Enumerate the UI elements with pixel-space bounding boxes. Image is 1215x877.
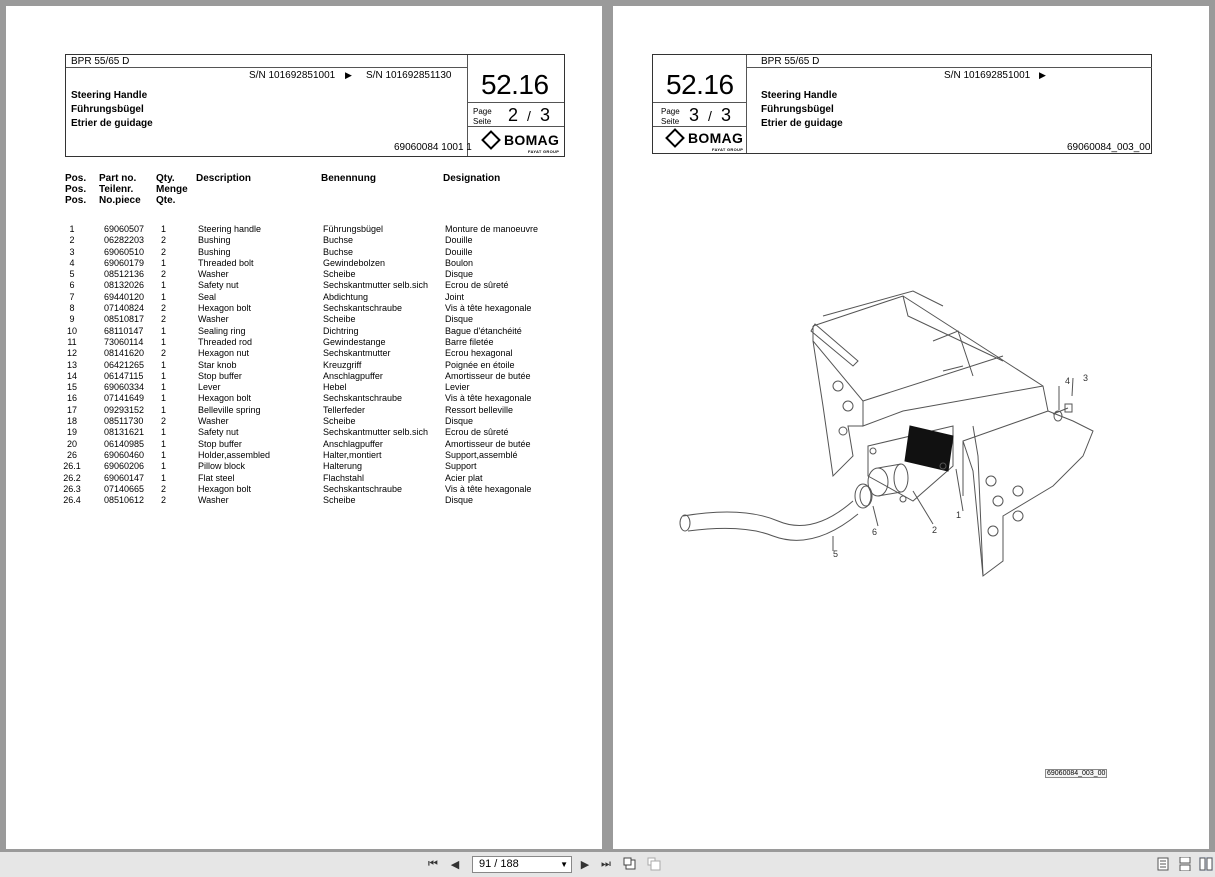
part-designation: Acier plat — [445, 472, 483, 483]
page-label: Page Seite — [661, 107, 680, 126]
part-number: 69060334 — [104, 382, 145, 393]
part-designation: Joint — [445, 291, 465, 302]
title-de: Führungsbügel — [71, 104, 144, 115]
part-number: 06282203 — [104, 235, 145, 246]
part-benennung: Gewindestange — [323, 336, 386, 347]
viewer-toolbar — [0, 852, 1215, 877]
sn-from: S/N 101692851001 — [249, 70, 336, 81]
part-benennung: Buchse — [323, 246, 354, 257]
part-designation: Barre filetée — [445, 336, 494, 347]
part-designation: Monture de manoeuvre — [445, 224, 539, 234]
part-qty: 2 — [161, 314, 167, 325]
bomag-logo: BOMAG FAYAT GROUP — [484, 133, 559, 147]
part-description: Stop buffer — [198, 438, 242, 449]
part-qty: 1 — [161, 257, 167, 268]
doc-code: 69060084_003_00 — [1067, 142, 1151, 153]
doc-code: 69060084 1001 1 — [394, 142, 472, 153]
part-benennung: Anschlagpuffer — [323, 370, 383, 381]
part-qty: 1 — [161, 382, 167, 393]
part-pos: 4 — [69, 257, 75, 268]
part-description: Hexagon bolt — [198, 393, 252, 404]
part-description: Bushing — [198, 246, 231, 257]
exploded-parts-diagram — [673, 286, 1113, 586]
model-label: BPR 55/65 D — [761, 56, 820, 67]
part-pos: 8 — [69, 303, 75, 314]
part-description: Flat steel — [198, 472, 235, 483]
part-pos: 26.3 — [63, 483, 81, 494]
part-number: 06140985 — [104, 438, 145, 449]
page-number: 2 / 3 — [508, 105, 550, 125]
part-pos: 15 — [66, 382, 77, 393]
part-designation: Vis à tête hexagonale — [445, 393, 532, 404]
part-qty: 1 — [161, 325, 167, 336]
part-designation: Bague d'étanchéité — [445, 325, 522, 336]
part-pos: 12 — [66, 348, 77, 359]
part-designation: Disque — [445, 495, 474, 506]
part-qty: 1 — [161, 449, 167, 460]
part-benennung: Sechskantschraube — [323, 303, 403, 314]
part-designation: Douille — [445, 235, 473, 246]
part-benennung: Sechskantschraube — [323, 483, 403, 494]
diagram-callout: 3 — [1083, 373, 1089, 383]
part-designation: Disque — [445, 269, 474, 280]
part-number: 08131621 — [104, 427, 145, 438]
part-number: 69060510 — [104, 246, 145, 257]
part-designation: Boulon — [445, 257, 474, 268]
part-qty: 2 — [161, 303, 167, 314]
col-qty-header: Qty. Menge Qte. — [156, 173, 188, 206]
part-designation: Ecrou hexagonal — [445, 348, 513, 359]
part-benennung: Hebel — [323, 382, 347, 393]
prev-view-icon[interactable] — [623, 857, 637, 871]
title-en: Steering Handle — [761, 90, 838, 101]
part-qty: 1 — [161, 224, 167, 234]
part-qty: 2 — [161, 483, 167, 494]
part-benennung: Scheibe — [323, 495, 356, 506]
part-designation: Vis à tête hexagonale — [445, 483, 532, 494]
part-pos: 20 — [66, 438, 77, 449]
part-number: 69060147 — [104, 472, 145, 483]
part-designation: Support — [445, 461, 477, 472]
part-pos: 26.1 — [63, 461, 81, 472]
part-designation: Disque — [445, 416, 474, 427]
continuous-icon[interactable] — [1178, 857, 1192, 871]
part-designation: Disque — [445, 314, 474, 325]
part-description: Safety nut — [198, 280, 239, 291]
col-pos-header: Pos. Pos. Pos. — [65, 173, 87, 206]
part-benennung: Scheibe — [323, 314, 356, 325]
part-qty: 2 — [161, 495, 167, 506]
part-pos: 13 — [66, 359, 77, 370]
diagram-callout: 4 — [1065, 376, 1071, 386]
part-pos: 9 — [69, 314, 75, 325]
part-qty: 1 — [161, 427, 167, 438]
part-number: 08141620 — [104, 348, 145, 359]
part-benennung: Tellerfeder — [323, 404, 366, 415]
part-pos: 10 — [66, 325, 77, 336]
part-number: 69060460 — [104, 449, 145, 460]
part-benennung: Sechskantmutter — [323, 348, 391, 359]
diagram-callout: 1 — [956, 510, 962, 520]
part-pos: 18 — [66, 416, 77, 427]
document-page-left — [6, 6, 602, 849]
part-description: Lever — [198, 382, 221, 393]
part-pos: 19 — [66, 427, 77, 438]
part-qty: 1 — [161, 370, 167, 381]
part-benennung: Führungsbügel — [323, 224, 384, 234]
part-pos: 26.2 — [63, 472, 81, 483]
part-benennung: Dichtring — [323, 325, 359, 336]
part-number: 08132026 — [104, 280, 145, 291]
part-pos: 16 — [66, 393, 77, 404]
part-benennung: Scheibe — [323, 269, 356, 280]
part-number: 69440120 — [104, 291, 145, 302]
section-number: 52.16 — [666, 69, 734, 100]
part-pos: 5 — [69, 269, 75, 280]
part-benennung: Sechskantschraube — [323, 393, 403, 404]
part-qty: 2 — [161, 269, 167, 280]
part-designation: Amortisseur de butée — [445, 370, 531, 381]
part-benennung: Halterung — [323, 461, 363, 472]
col-benennung-header: Benennung — [321, 173, 376, 184]
part-number: 69060206 — [104, 461, 145, 472]
part-pos: 26.4 — [63, 495, 81, 506]
part-number: 08511730 — [104, 416, 144, 427]
two-page-icon[interactable] — [1199, 857, 1213, 871]
part-description: Threaded bolt — [198, 257, 254, 268]
document-page-right — [613, 6, 1209, 849]
part-description: Hexagon bolt — [198, 483, 252, 494]
part-designation: Levier — [445, 382, 470, 393]
model-label: BPR 55/65 D — [71, 56, 130, 67]
chevron-down-icon[interactable]: ▼ — [560, 860, 568, 869]
part-designation: Ecrou de sûreté — [445, 280, 509, 291]
title-fr: Etrier de guidage — [761, 118, 843, 129]
part-qty: 2 — [161, 348, 167, 359]
part-pos: 26 — [66, 449, 77, 460]
part-description: Washer — [198, 495, 229, 506]
sn-from: S/N 101692851001 — [944, 70, 1031, 81]
part-pos: 11 — [67, 336, 77, 347]
first-page-icon[interactable]: ⏮ — [428, 857, 438, 870]
page-number-input[interactable]: 91 / 188 ▼ — [472, 856, 572, 873]
part-designation: Douille — [445, 246, 473, 257]
part-pos: 3 — [69, 246, 75, 257]
part-qty: 2 — [161, 416, 167, 427]
part-number: 07140665 — [104, 483, 145, 494]
section-number: 52.16 — [481, 69, 549, 100]
sn-to: S/N 101692851130 — [366, 70, 452, 81]
part-number: 08512136 — [104, 269, 145, 280]
part-qty: 1 — [161, 359, 167, 370]
part-qty: 1 — [161, 280, 167, 291]
part-number: 06421265 — [104, 359, 145, 370]
part-pos: 2 — [69, 235, 75, 246]
part-number: 73060114 — [104, 336, 144, 347]
page-number: 3 / 3 — [689, 105, 731, 125]
part-qty: 1 — [161, 438, 167, 449]
next-view-icon[interactable] — [647, 857, 661, 871]
part-description: Washer — [198, 269, 229, 280]
part-designation: Ecrou de sûreté — [445, 427, 509, 438]
part-benennung: Sechskantmutter selb.sich — [323, 280, 429, 291]
part-number: 09293152 — [104, 404, 145, 415]
arrow-right-icon: ▶ — [1039, 70, 1046, 80]
part-number: 08510817 — [104, 314, 145, 325]
part-qty: 1 — [161, 404, 167, 415]
part-description: Bushing — [198, 235, 231, 246]
part-qty: 1 — [161, 472, 167, 483]
col-part-header: Part no. Teilenr. No.piece — [99, 173, 141, 206]
part-qty: 1 — [161, 393, 167, 404]
part-description: Hexagon nut — [198, 348, 250, 359]
part-benennung: Sechskantmutter selb.sich — [323, 427, 429, 438]
part-description: Washer — [198, 416, 229, 427]
part-designation: Ressort belleville — [445, 404, 514, 415]
page-header — [65, 54, 565, 157]
title-en: Steering Handle — [71, 90, 148, 101]
arrow-right-icon: ▶ — [345, 70, 352, 80]
part-number: 07141649 — [104, 393, 145, 404]
part-benennung: Abdichtung — [323, 291, 369, 302]
part-designation: Support,assemblé — [445, 449, 518, 460]
part-benennung: Buchse — [323, 235, 354, 246]
single-page-icon[interactable] — [1156, 857, 1170, 871]
part-description: Threaded rod — [198, 336, 253, 347]
part-benennung: Scheibe — [323, 416, 356, 427]
part-description: Hexagon bolt — [198, 303, 252, 314]
part-number: 69060507 — [104, 224, 145, 234]
part-pos: 7 — [69, 291, 75, 302]
part-number: 69060179 — [104, 257, 145, 268]
bomag-logo: BOMAG FAYAT GROUP — [668, 131, 743, 145]
bomag-diamond-icon — [481, 130, 501, 150]
part-benennung: Anschlagpuffer — [323, 438, 383, 449]
prev-page-icon[interactable]: ◀ — [450, 858, 460, 871]
diagram-callout: 2 — [932, 525, 938, 535]
part-qty: 1 — [161, 336, 167, 347]
part-benennung: Flachstahl — [323, 472, 365, 483]
next-page-icon[interactable]: ▶ — [580, 858, 590, 871]
part-benennung: Halter,montiert — [323, 449, 382, 460]
part-qty: 1 — [161, 461, 167, 472]
bomag-diamond-icon — [665, 128, 685, 148]
part-description: Safety nut — [198, 427, 239, 438]
part-pos: 14 — [66, 370, 77, 381]
title-de: Führungsbügel — [761, 104, 834, 115]
part-description: Steering handle — [198, 224, 262, 234]
part-number: 07140824 — [104, 303, 145, 314]
part-designation: Vis à tête hexagonale — [445, 303, 532, 314]
part-benennung: Kreuzgriff — [323, 359, 362, 370]
part-pos: 6 — [69, 280, 75, 291]
part-benennung: Gewindebolzen — [323, 257, 386, 268]
col-designation-header: Designation — [443, 173, 501, 184]
diagram-callout: 6 — [872, 527, 878, 537]
page-header — [652, 54, 1152, 154]
part-qty: 1 — [161, 291, 167, 302]
part-pos: 17 — [66, 404, 77, 415]
part-pos: 1 — [69, 224, 75, 234]
title-fr: Etrier de guidage — [71, 118, 153, 129]
diagram-reference: 69060084_003_00 — [1047, 770, 1106, 777]
part-designation: Amortisseur de butée — [445, 438, 531, 449]
page-label: Page Seite — [473, 107, 492, 126]
part-qty: 2 — [161, 246, 167, 257]
part-number: 06147115 — [104, 370, 144, 381]
diagram-callout: 5 — [833, 549, 839, 559]
part-description: Pillow block — [198, 461, 246, 472]
part-description: Stop buffer — [198, 370, 242, 381]
part-description: Holder,assembled — [198, 449, 271, 460]
part-description: Belleville spring — [198, 404, 261, 415]
part-designation: Poignée en étoile — [445, 359, 515, 370]
part-number: 68110147 — [104, 325, 144, 336]
last-page-icon[interactable]: ⏭ — [601, 857, 611, 870]
part-description: Star knob — [198, 359, 237, 370]
part-description: Seal — [198, 291, 217, 302]
part-number: 08510612 — [104, 495, 145, 506]
part-description: Sealing ring — [198, 325, 246, 336]
part-description: Washer — [198, 314, 229, 325]
col-description-header: Description — [196, 173, 252, 184]
part-qty: 2 — [161, 235, 167, 246]
